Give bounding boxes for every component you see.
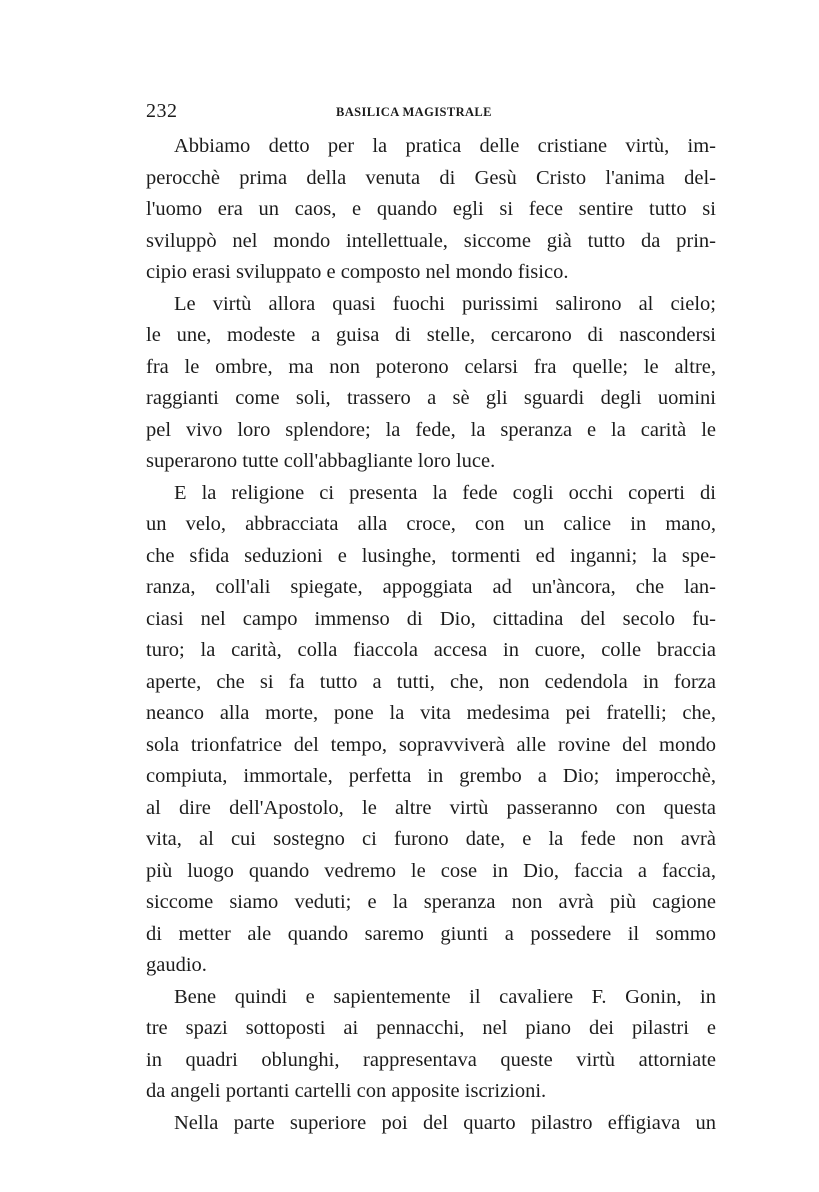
- text-line: aperte, che si fa tutto a tutti, che, non cedendola in forza: [146, 670, 716, 693]
- text-line: superarono tutte coll'abbagliante loro luce.: [146, 450, 496, 472]
- text-line: che sfida seduzioni e lusinghe, tormenti ed inganni; la spe-: [146, 544, 716, 567]
- text-line: al dire dell'Apostolo, le altre virtù passeranno con questa: [146, 796, 716, 819]
- text-line: fra le ombre, ma non poterono celarsi fra quelle; le altre,: [146, 355, 716, 378]
- text-line: Le virtù allora quasi fuochi purissimi salirono al cielo;: [174, 292, 716, 315]
- text-line: neanco alla morte, pone la vita medesima pei fratelli; che,: [146, 702, 716, 724]
- text-line: compiuta, immortale, perfetta in grembo a Dio; imperocchè,: [146, 765, 716, 787]
- text-line: da angeli portanti cartelli con apposite iscrizioni.: [146, 1080, 547, 1102]
- text-line: siccome siamo veduti; e la speranza non avrà più cagione: [146, 891, 716, 913]
- text-line: ciasi nel campo immenso di Dio, cittadina del secolo fu-: [146, 607, 716, 630]
- text-line: più luogo quando vedremo le cose in Dio, faccia a faccia,: [146, 859, 716, 882]
- text-line: in quadri oblunghi, rappresentava queste virtù attorniate: [146, 1048, 716, 1071]
- text-line: tre spazi sottoposti ai pennacchi, nel piano dei pilastri e: [146, 1017, 716, 1039]
- text-line: raggianti come soli, trassero a sè gli sguardi degli uomini: [146, 387, 716, 409]
- text-line: turo; la carità, colla fiaccola accesa in cuore, colle braccia: [146, 639, 716, 661]
- text-line: ranza, coll'ali spiegate, appoggiata ad un'àncora, che lan-: [146, 576, 716, 598]
- text-line: cipio erasi sviluppato e composto nel mondo fisico.: [146, 261, 569, 283]
- text-line: E la religione ci presenta la fede cogli occhi coperti di: [174, 481, 716, 504]
- text-line: vita, al cui sostegno ci furono date, e la fede non avrà: [146, 828, 716, 850]
- text-line: Bene quindi e sapientemente il cavaliere F. Gonin, in: [174, 985, 716, 1008]
- text-line: gaudio.: [146, 954, 207, 976]
- text-line: perocchè prima della venuta di Gesù Cristo l'anima del-: [146, 166, 716, 189]
- text-line: pel vivo loro splendore; la fede, la speranza e la carità le: [146, 418, 716, 441]
- text-line: Nella parte superiore poi del quarto pilastro effigiava un: [174, 1111, 716, 1134]
- text-line: di metter ale quando saremo giunti a possedere il sommo: [146, 922, 716, 945]
- text-line: l'uomo era un caos, e quando egli si fece sentire tutto si: [146, 198, 716, 220]
- body-text: [146, 131, 716, 1139]
- text-line: sola trionfatrice del tempo, sopravviverà alle rovine del mondo: [146, 733, 716, 756]
- text-line: Abbiamo detto per la pratica delle cristiane virtù, im-: [174, 135, 716, 157]
- running-head: [146, 100, 716, 124]
- running-title: BASILICA MAGISTRALE: [336, 105, 492, 119]
- text-line: sviluppò nel mondo intellettuale, siccome già tutto da prin-: [146, 229, 716, 252]
- text-line: un velo, abbracciata alla croce, con un calice in mano,: [146, 513, 716, 535]
- text-line: le une, modeste a guisa di stelle, cercarono di nascondersi: [146, 324, 716, 346]
- page-number: 232: [146, 100, 178, 122]
